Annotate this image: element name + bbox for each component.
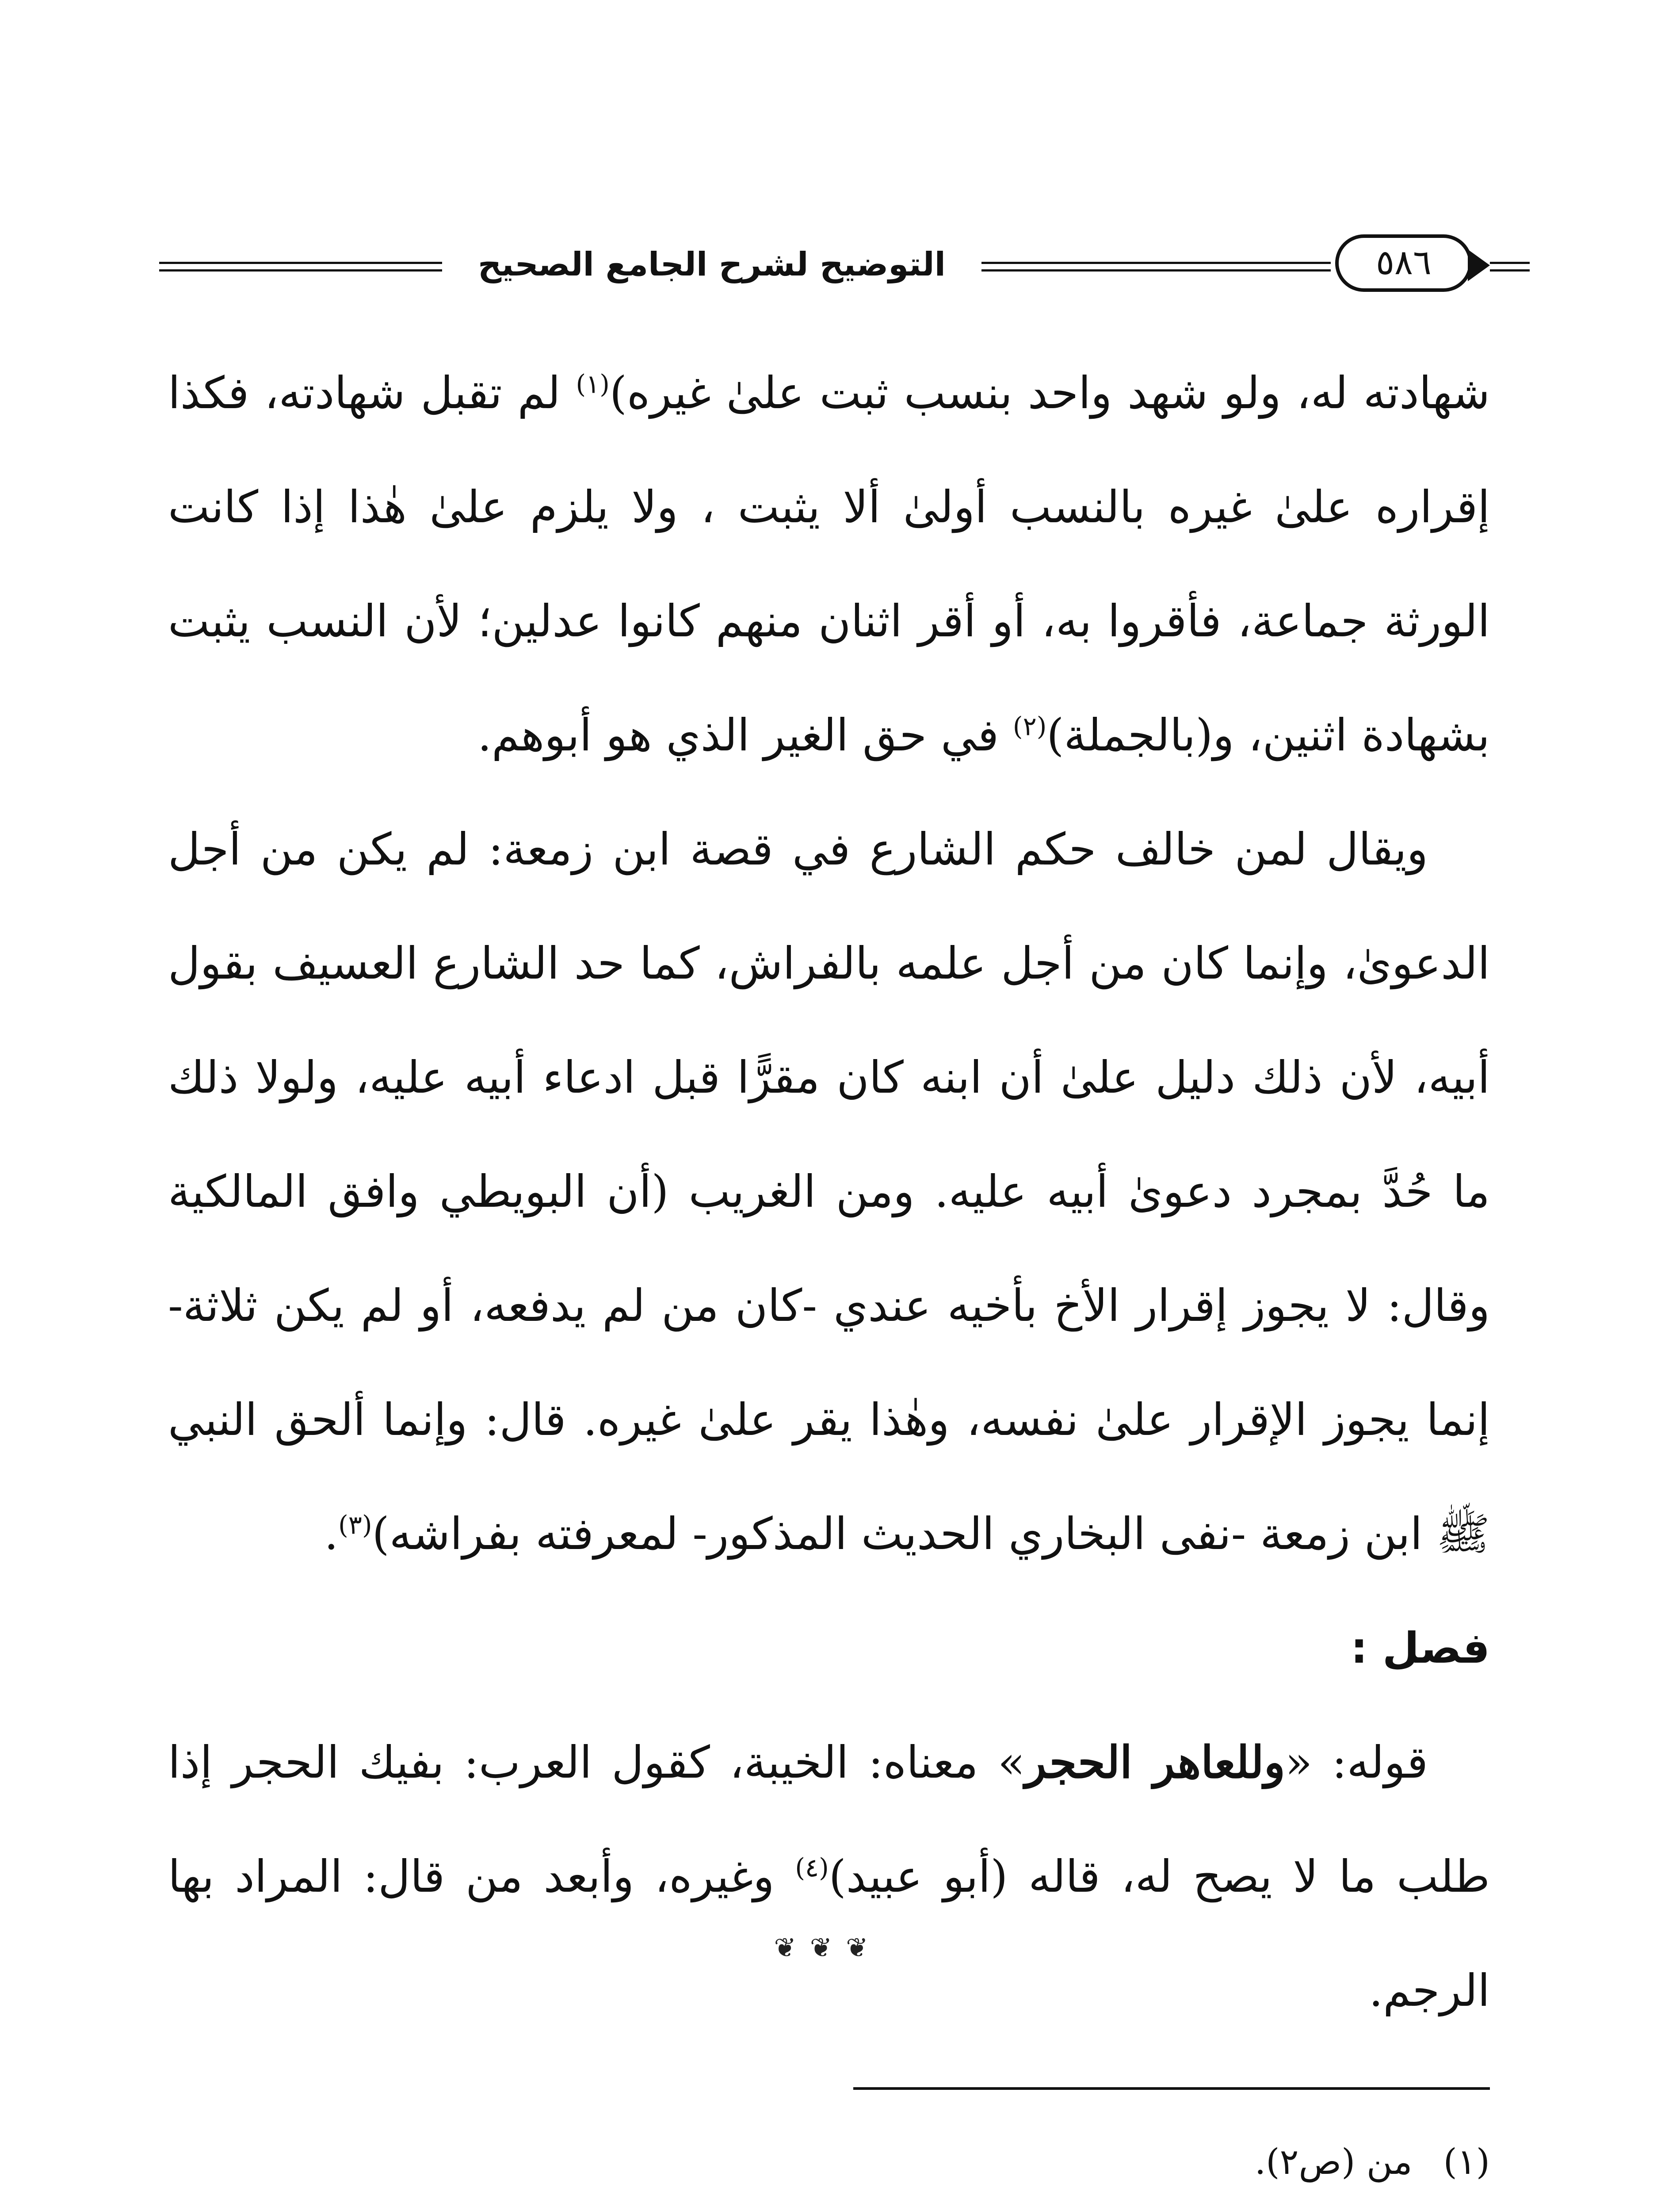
footnote-ref-3[interactable]: (٣) [338,1510,372,1540]
footnote-separator [853,2087,1490,2090]
paragraph-1 [168,336,1490,792]
ornament-divider-icon: ❦ ❦ ❦ [774,1932,871,1963]
page-number-pointer-icon [1468,249,1490,281]
footnotes [398,2123,1490,2211]
main-text [168,336,1490,2048]
text-run: وغيره، وأبعد من قال: المراد بها الرجم. [168,1851,1490,2016]
quoted-hadith-phrase: وللعاهر الحجر [1025,1736,1285,1788]
text-run: شهادته له، ولو شهد واحد بنسب ثبت علىٰ غيره) [609,367,1490,419]
section-heading: فصل : [1351,1623,1490,1673]
footnote-ref-2[interactable]: (٢) [1012,711,1047,742]
footnote-ref-4[interactable]: (٤) [795,1852,829,1883]
text-run: لم تقبل شهادته، فكذا إقراره علىٰ غيره بالنسب أولىٰ ألا يثبت ، ولا يلزم علىٰ هٰذا إذا كانت الورثة جماعة، فأقروا به، أو أقر اثنان منهم كانوا عدلين؛ لأن النسب يثبت بشهادة اثنين، و(بالجملة) [168,367,1490,761]
footnote-number [1424,2201,1490,2211]
header-rule-right [1490,262,1530,272]
paragraph-2 [168,792,1490,1591]
running-header [159,230,1530,301]
footnote-number: (١) [1443,2141,1490,2182]
footnote-text: من (ص٢). [1254,2141,1413,2182]
text-run: في حق الغير الذي هو أبوهم. [477,709,1013,761]
text-run: قوله: « [1285,1737,1428,1788]
paragraph-3 [168,1705,1490,2048]
text-run: ويقال لمن خالف حكم الشارع في قصة ابن زمعة: لم يكن من أجل الدعوىٰ، وإنما كان من أجل علمه بالفراش، كما حد الشارع العسيف بقول أبيه، لأن ذلك دليل علىٰ أن ابنه كان مقرًّا قبل ادعاء أبيه عليه، ولولا ذلك ما حُدَّ بمجرد دعوىٰ أبيه عليه. ومن الغريب (أن البويطي وافق المالكية وقال: لا يجوز إقرار الأخ بأخيه عندي -كان من لم يدفعه، أو لم يكن ثلاثة- إنما يجوز الإقرار علىٰ نفسه، وهٰذا يقر علىٰ غيره. قال: وإنما ألحق النبي ﷺ ابن زمعة -نفى البخاري الحديث المذكور- لمعرفته بفراشه) [168,823,1490,1560]
page-number-badge: ٥٨٦ [1335,234,1472,292]
header-rule-middle [981,262,1331,272]
footnote-ref-1[interactable]: (١) [576,369,610,399]
footnote-2 [398,2201,1490,2211]
text-run: » معناه: الخيبة، كقول العرب: بفيك الحجر إذا طلب ما لا يصح له، قاله (أبو عبيد) [168,1737,1490,1902]
footnote-1 [398,2123,1490,2201]
header-title: التوضيح لشرح الجامع الصحيح [477,245,946,283]
header-rule-left [159,262,442,272]
text-run: . [324,1508,339,1560]
